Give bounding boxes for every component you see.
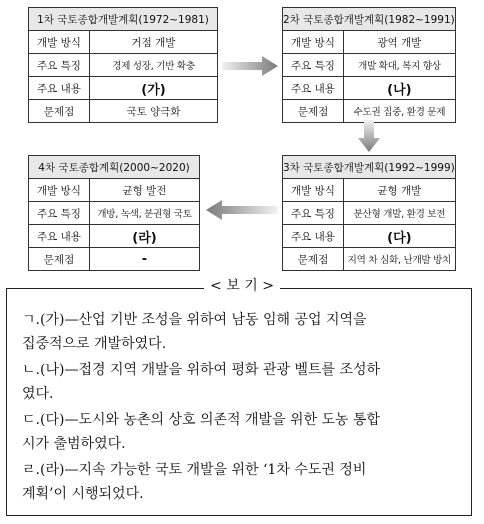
item-marker: ㄹ. bbox=[22, 462, 40, 478]
item-text-cont: 집중적으로 개발하였다. bbox=[22, 336, 167, 352]
plan-table-1 bbox=[28, 7, 218, 123]
row-value: 분산형 개발, 환경 보전 bbox=[344, 202, 456, 225]
bogi-item-4 bbox=[22, 458, 462, 506]
item-text: (가)—산업 기반 조성을 위하여 남동 임해 공업 지역을 bbox=[40, 312, 367, 328]
row-value: 개발 확대, 복지 향상 bbox=[344, 54, 456, 77]
row-value: 경제 성장, 기반 확충 bbox=[90, 54, 218, 77]
row-value: (다) bbox=[344, 225, 456, 248]
plan-title: 4차 국토종합계획(2000~2020) bbox=[29, 156, 200, 179]
row-value: 수도권 집중, 환경 문제 bbox=[344, 100, 456, 123]
arrow-left-icon bbox=[206, 200, 278, 220]
row-value: (나) bbox=[344, 77, 456, 100]
row-value: 거점 개발 bbox=[90, 31, 218, 54]
arrow-right-icon bbox=[222, 56, 278, 76]
row-value: 균형 발전 bbox=[90, 179, 200, 202]
item-text: (다)—도시와 농촌의 상호 의존적 개발을 위한 도농 통합 bbox=[40, 412, 381, 428]
row-label: 주요 내용 bbox=[29, 77, 90, 100]
plan-title: 1차 국토종합개발계획(1972~1981) bbox=[29, 8, 218, 31]
row-label: 주요 특징 bbox=[283, 54, 344, 77]
plan-table-4 bbox=[28, 155, 200, 271]
row-label: 주요 내용 bbox=[29, 225, 90, 248]
row-label: 개발 방식 bbox=[283, 179, 344, 202]
row-label: 주요 특징 bbox=[29, 202, 90, 225]
item-text-cont: 계획’이 시행되었다. bbox=[22, 486, 144, 502]
row-value: (라) bbox=[90, 225, 200, 248]
item-text-cont: 시가 출범하였다. bbox=[22, 436, 126, 452]
item-text: (나)—접경 지역 개발을 위하여 평화 관광 벨트를 조성하 bbox=[40, 362, 381, 378]
row-value: - bbox=[90, 248, 200, 271]
bogi-item-3 bbox=[22, 408, 462, 456]
bogi-title: < 보 기 > bbox=[0, 275, 484, 295]
item-marker: ㄱ. bbox=[22, 312, 40, 328]
row-value: 지역 차 심화, 난개발 방치 bbox=[344, 248, 456, 271]
row-label: 주요 특징 bbox=[29, 54, 90, 77]
row-label: 주요 특징 bbox=[283, 202, 344, 225]
item-text: (라)—지속 가능한 국토 개발을 위한 ‘1차 수도권 정비 bbox=[40, 462, 367, 478]
item-marker: ㄷ. bbox=[22, 412, 40, 428]
bogi-item-2 bbox=[22, 358, 462, 406]
row-label: 개발 방식 bbox=[29, 179, 90, 202]
plan-title: 2차 국토종합개발계획(1982~1991) bbox=[283, 8, 456, 31]
bogi-item-1 bbox=[22, 308, 462, 356]
row-label: 문제점 bbox=[283, 248, 344, 271]
row-label: 문제점 bbox=[29, 100, 90, 123]
item-text-cont: 였다. bbox=[22, 386, 54, 402]
row-label: 문제점 bbox=[29, 248, 90, 271]
row-value: 광역 개발 bbox=[344, 31, 456, 54]
row-label: 주요 내용 bbox=[283, 77, 344, 100]
plan-table-2 bbox=[282, 7, 456, 123]
row-value: 균형 개발 bbox=[344, 179, 456, 202]
row-value: 개방, 녹색, 분권형 국토 bbox=[90, 202, 200, 225]
row-label: 문제점 bbox=[283, 100, 344, 123]
plan-title: 3차 국토종합개발계획(1992~1999) bbox=[283, 156, 456, 179]
row-label: 개발 방식 bbox=[29, 31, 90, 54]
row-value: (가) bbox=[90, 77, 218, 100]
row-value: 국토 양극화 bbox=[90, 100, 218, 123]
arrow-down-icon bbox=[358, 120, 380, 152]
plan-table-3 bbox=[282, 155, 456, 271]
row-label: 개발 방식 bbox=[283, 31, 344, 54]
item-marker: ㄴ. bbox=[22, 362, 40, 378]
row-label: 주요 내용 bbox=[283, 225, 344, 248]
